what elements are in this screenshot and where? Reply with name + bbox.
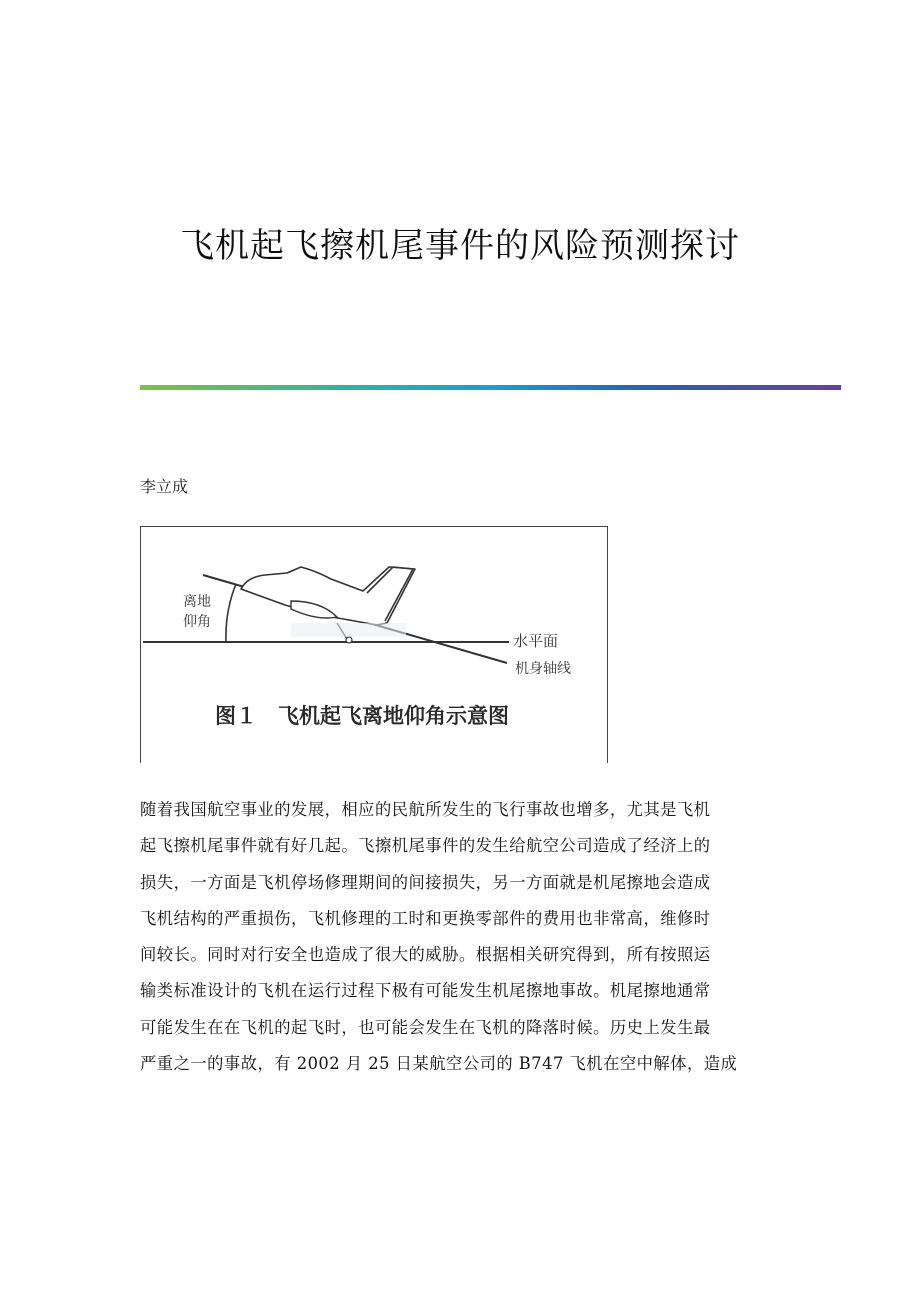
- pitch-angle-label-2: 仰角: [183, 614, 211, 630]
- body-line: 严重之一的事故，有 2002 月 25 日某航空公司的 B747 飞机在空中解体，造成: [140, 1054, 738, 1074]
- airplane-wheel: [346, 637, 352, 643]
- body-line: 输类标准设计的飞机在运行过程下极有可能发生机尾擦地事故。机尾擦地通常: [140, 981, 711, 1001]
- pitch-angle-arc: [226, 584, 236, 642]
- document-title: 飞机起飞擦机尾事件的风险预测探讨: [180, 226, 740, 266]
- body-line: 损失，一方面是飞机停场修理期间的间接损失，另一方面就是机尾擦地会造成: [140, 872, 711, 892]
- horizontal-plane-label: 水平面: [513, 632, 559, 650]
- body-line: 飞机结构的严重损伤，飞机修理的工时和更换零部件的费用也非常高，维修时: [140, 908, 711, 928]
- figure-caption: 图１ 飞机起飞离地仰角示意图: [215, 704, 509, 728]
- fuselage-axis-label: 机身轴线: [515, 661, 571, 677]
- author-name: 李立成: [140, 477, 189, 496]
- body-line: 起飞擦机尾事件就有好几起。飞擦机尾事件的发生给航空公司造成了经济上的: [140, 836, 711, 856]
- body-line: 间较长。同时对行安全也造成了很大的威胁。根据相关研究得到，所有按照运: [140, 945, 711, 965]
- pitch-angle-label-1: 离地: [183, 594, 211, 610]
- takeoff-pitch-angle-figure: [140, 526, 608, 763]
- scan-artifact-band: [291, 623, 406, 637]
- body-paragraph: [140, 792, 772, 1082]
- body-line: 可能发生在在飞机的起飞时，也可能会发生在飞机的降落时候。历史上发生最: [140, 1017, 711, 1037]
- title-divider-rule: [140, 385, 841, 390]
- body-line: 随着我国航空事业的发展，相应的民航所发生的飞行事故也增多，尤其是飞机: [140, 800, 711, 819]
